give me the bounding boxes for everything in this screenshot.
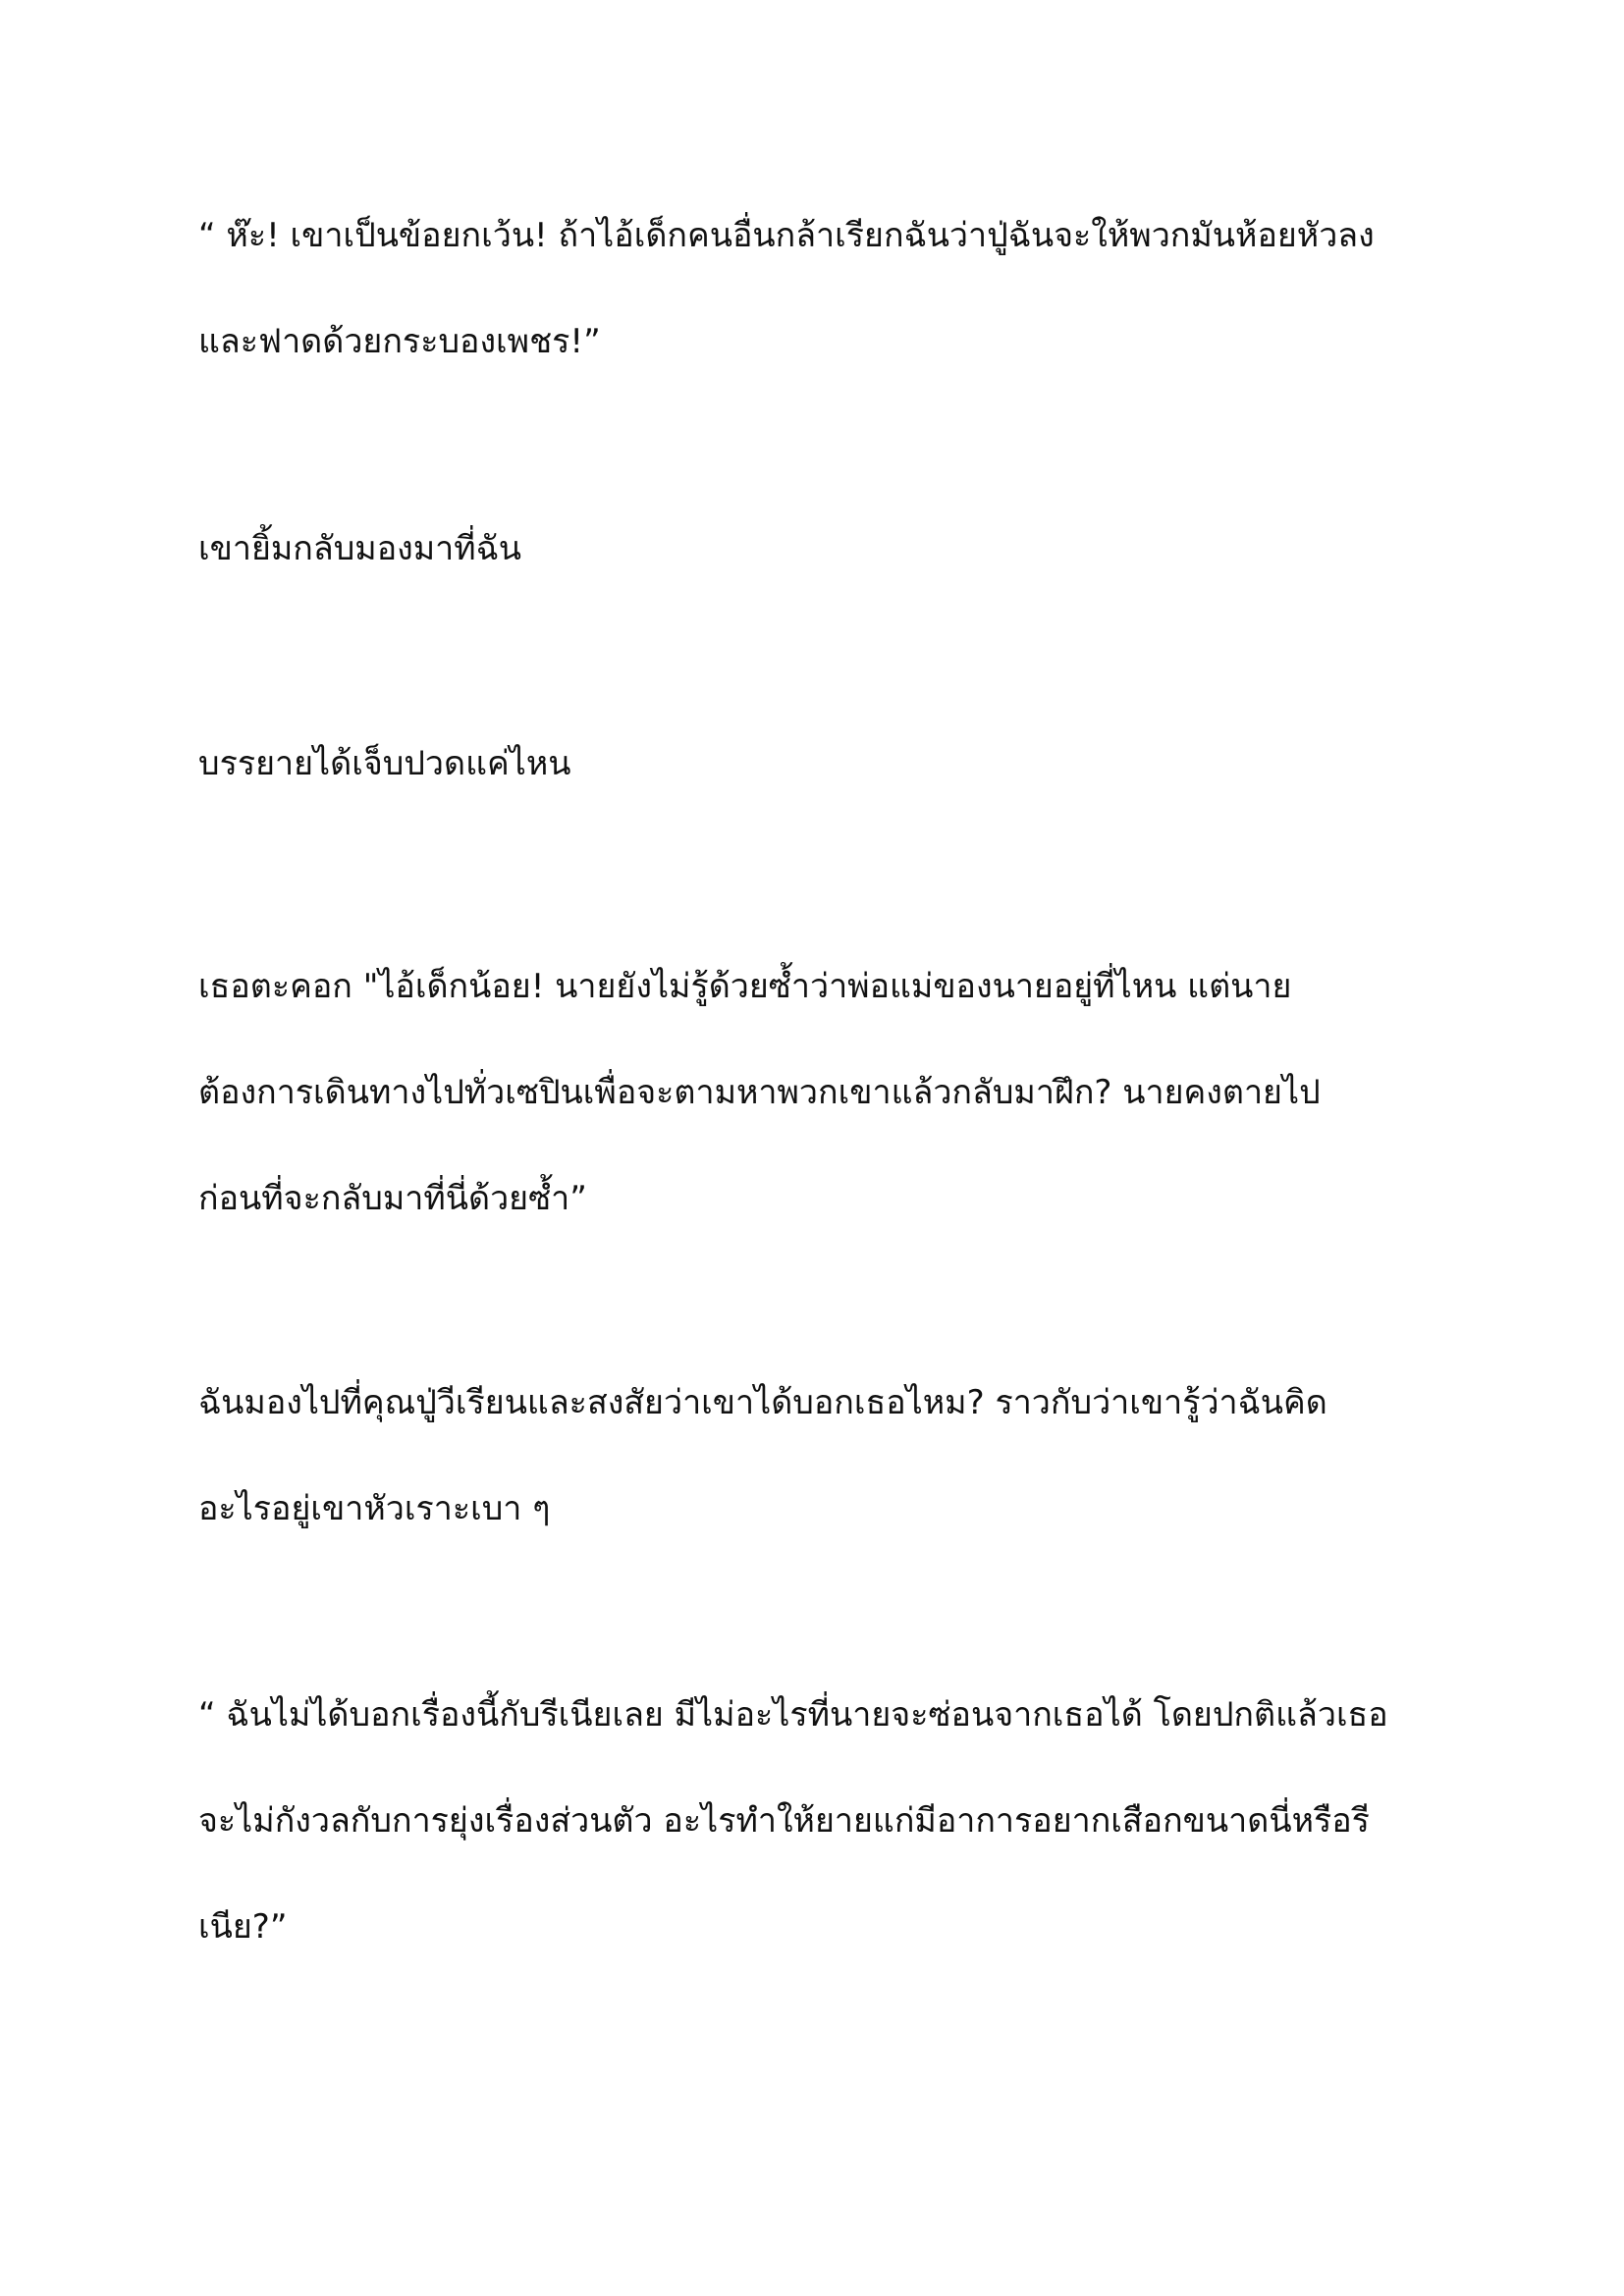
paragraph-3 [198, 711, 1475, 817]
text-line: เขายิ้มกลับมองมาที่ฉัน [198, 529, 522, 568]
paragraph-4 [198, 934, 1475, 1252]
text-line: “ ฉันไม่ได้บอกเรื่องนี้กับรีเนียเลย มีไม่อะไรที่นายจะซ่อนจากเธอได้ โดยปกติแล้วเธอ [198, 1695, 1388, 1735]
text-line: “ ห๊ะ! เขาเป็นข้อยกเว้น! ถ้าไอ้เด็กคนอื่นกล้าเรียกฉันว่าปู่ฉันจะให้พวกมันห้อยหัวลง [198, 216, 1375, 255]
text-line: ต้องการเดินทางไปทั่วเซปินเพื่อจะตามหาพวกเขาแล้วกลับมาฝึก? นายคงตายไป [198, 1073, 1321, 1112]
paragraph-1 [198, 183, 1475, 395]
paragraph-5 [198, 1350, 1475, 1562]
text-line: ฉันมองไปที่คุณปู่วีเรียนและสงสัยว่าเขาได้บอกเธอไหม? ราวกับว่าเขารู้ว่าฉันคิด [198, 1383, 1327, 1422]
text-line: จะไม่กังวลกับการยุ่งเรื่องส่วนตัว อะไรทำให้ยายแก่มีอาการอยากเสือกขนาดนี่หรือรี [198, 1801, 1370, 1841]
paragraph-2 [198, 496, 1475, 602]
text-line: เธอตะคอก "ไอ้เด็กน้อย! นายยังไม่รู้ด้วยซ้ำว่าพ่อแม่ของนายอยู่ที่ไหน แต่นาย [198, 967, 1292, 1006]
text-line: เนีย?” [198, 1907, 288, 1947]
text-line: อะไรอยู่เขาหัวเราะเบา ๆ [198, 1489, 551, 1528]
text-line: ก่อนที่จะกลับมาที่นี่ด้วยซ้ำ” [198, 1179, 587, 1218]
text-line: และฟาดด้วยกระบองเพชร!” [198, 322, 601, 361]
paragraph-6 [198, 1662, 1475, 1980]
text-line: บรรยายได้เจ็บปวดแค่ไหน [198, 744, 571, 783]
